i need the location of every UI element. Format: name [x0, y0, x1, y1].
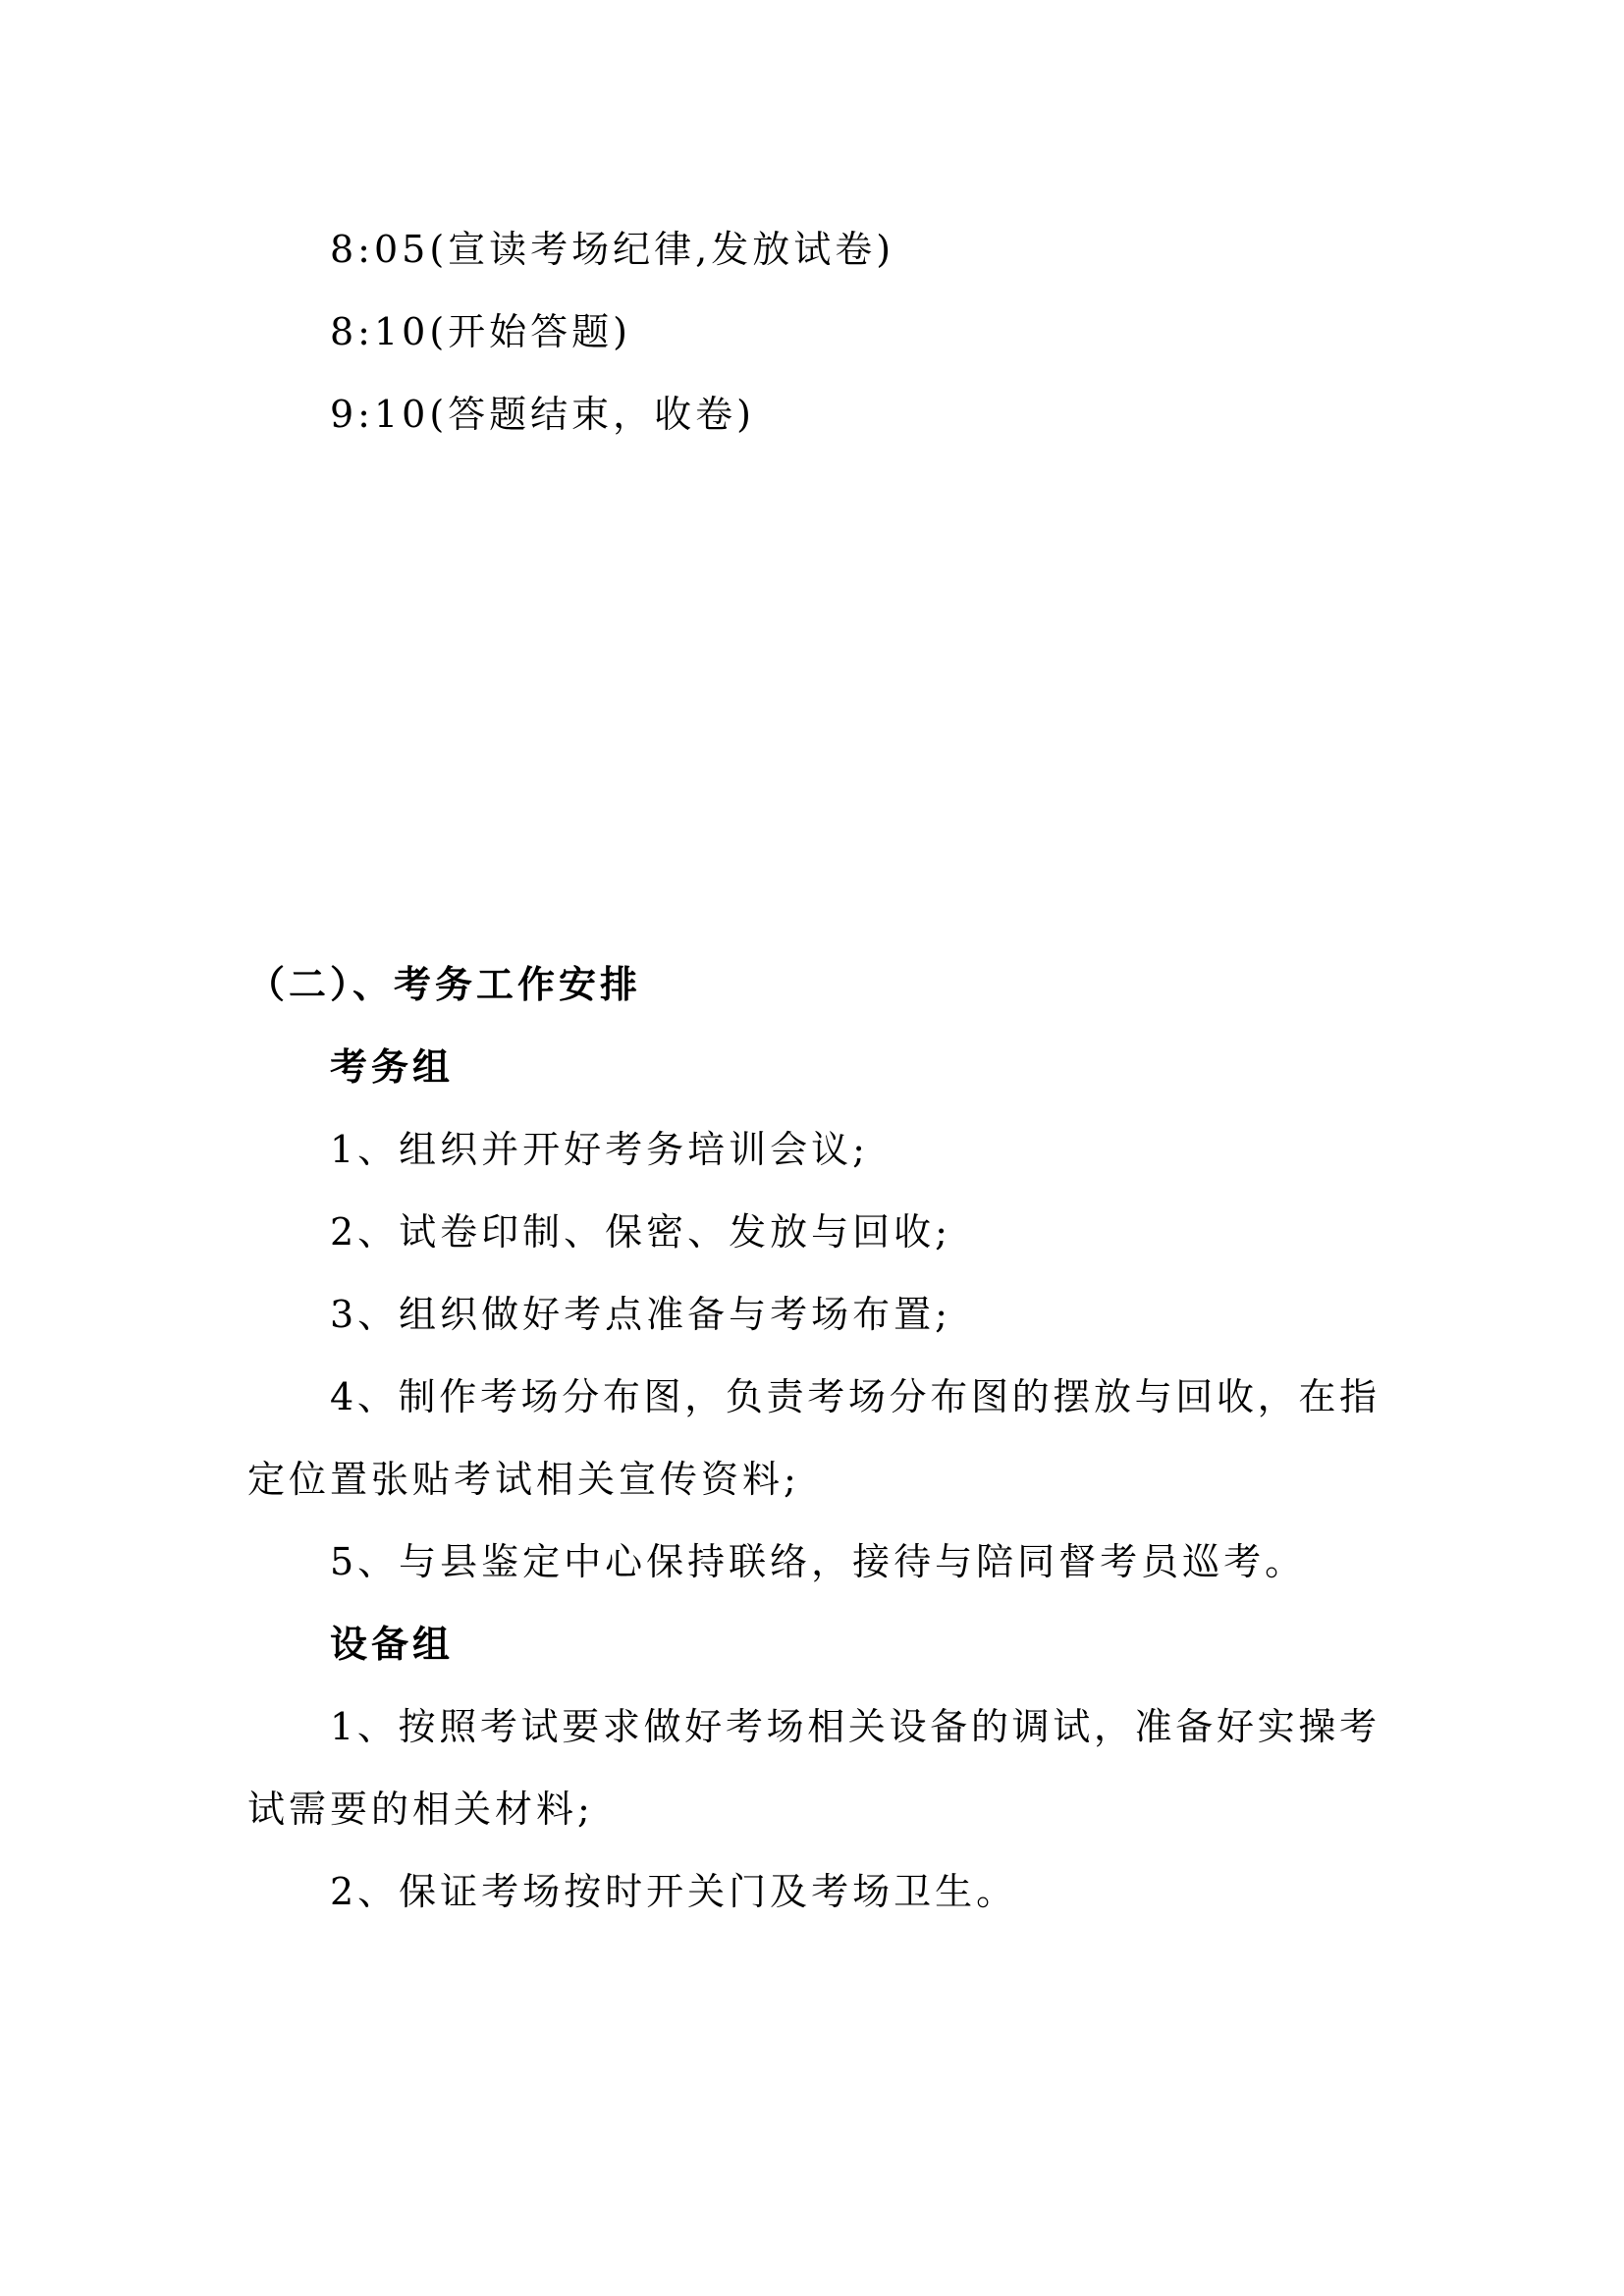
exam-group-item: 2、试卷印制、保密、发放与回收; [330, 1210, 951, 1254]
section-heading: （二）、考务工作安排 [247, 963, 642, 1006]
exam-group-item-continuation: 定位置张贴考试相关宣传资料; [247, 1458, 800, 1501]
equipment-group-item: 2、保证考场按时开关门及考场卫生。 [330, 1870, 1018, 1913]
equipment-group-title: 设备组 [330, 1623, 455, 1666]
exam-group-item: 5、与县鉴定中心保持联络，接待与陪同督考员巡考。 [330, 1540, 1307, 1583]
equipment-group-item-continuation: 试需要的相关材料; [247, 1788, 594, 1831]
schedule-line: 9:10(答题结束，收卷) [330, 393, 755, 436]
exam-group-title: 考务组 [330, 1045, 455, 1089]
exam-group-item: 1、组织并开好考务培训会议; [330, 1128, 869, 1171]
schedule-line: 8:10(开始答题) [330, 310, 631, 353]
schedule-line: 8:05(宣读考场纪律,发放试卷) [330, 228, 895, 271]
exam-group-item: 4、制作考场分布图，负责考场分布图的摆放与回收，在指 [330, 1375, 1379, 1418]
equipment-group-item: 1、按照考试要求做好考场相关设备的调试，准备好实操考 [330, 1705, 1379, 1748]
exam-group-item: 3、组织做好考点准备与考场布置; [330, 1293, 951, 1336]
